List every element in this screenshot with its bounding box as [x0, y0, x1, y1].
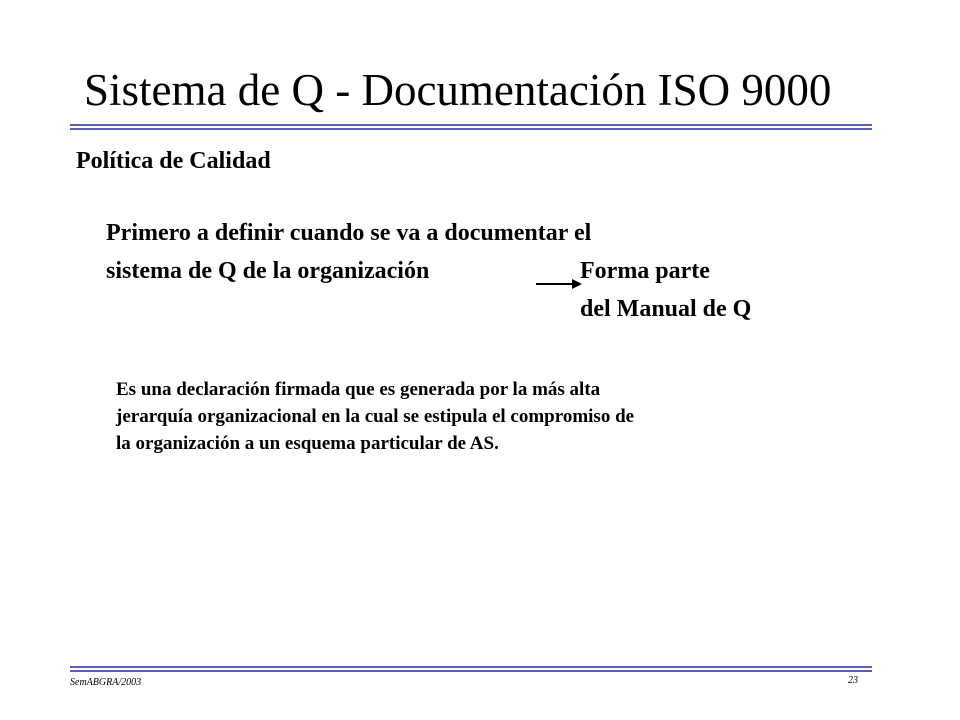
- section-heading: Política de Calidad: [76, 148, 271, 174]
- footer-credit: SemABGRA/2003: [70, 677, 142, 688]
- right-arrow-icon: [536, 278, 582, 290]
- lead-line-2: sistema de Q de la organización: [106, 258, 430, 284]
- page-number: 23: [848, 675, 858, 686]
- description-paragraph: [116, 376, 634, 457]
- lead-note-line-2: del Manual de Q: [580, 296, 752, 322]
- description-line: Es una declaración firmada que es generada por la más alta: [116, 379, 601, 400]
- lead-line-1: Primero a definir cuando se va a documentar el: [106, 220, 592, 246]
- lead-note-line-1: Forma parte: [580, 258, 710, 284]
- description-line: jerarquía organizacional en la cual se estipula el compromiso de: [116, 406, 635, 427]
- footer-divider: [70, 666, 872, 672]
- slide-title: Sistema de Q - Documentación ISO 9000: [84, 65, 832, 115]
- title-divider: [70, 124, 872, 130]
- description-line: la organización a un esquema particular de AS.: [116, 433, 499, 454]
